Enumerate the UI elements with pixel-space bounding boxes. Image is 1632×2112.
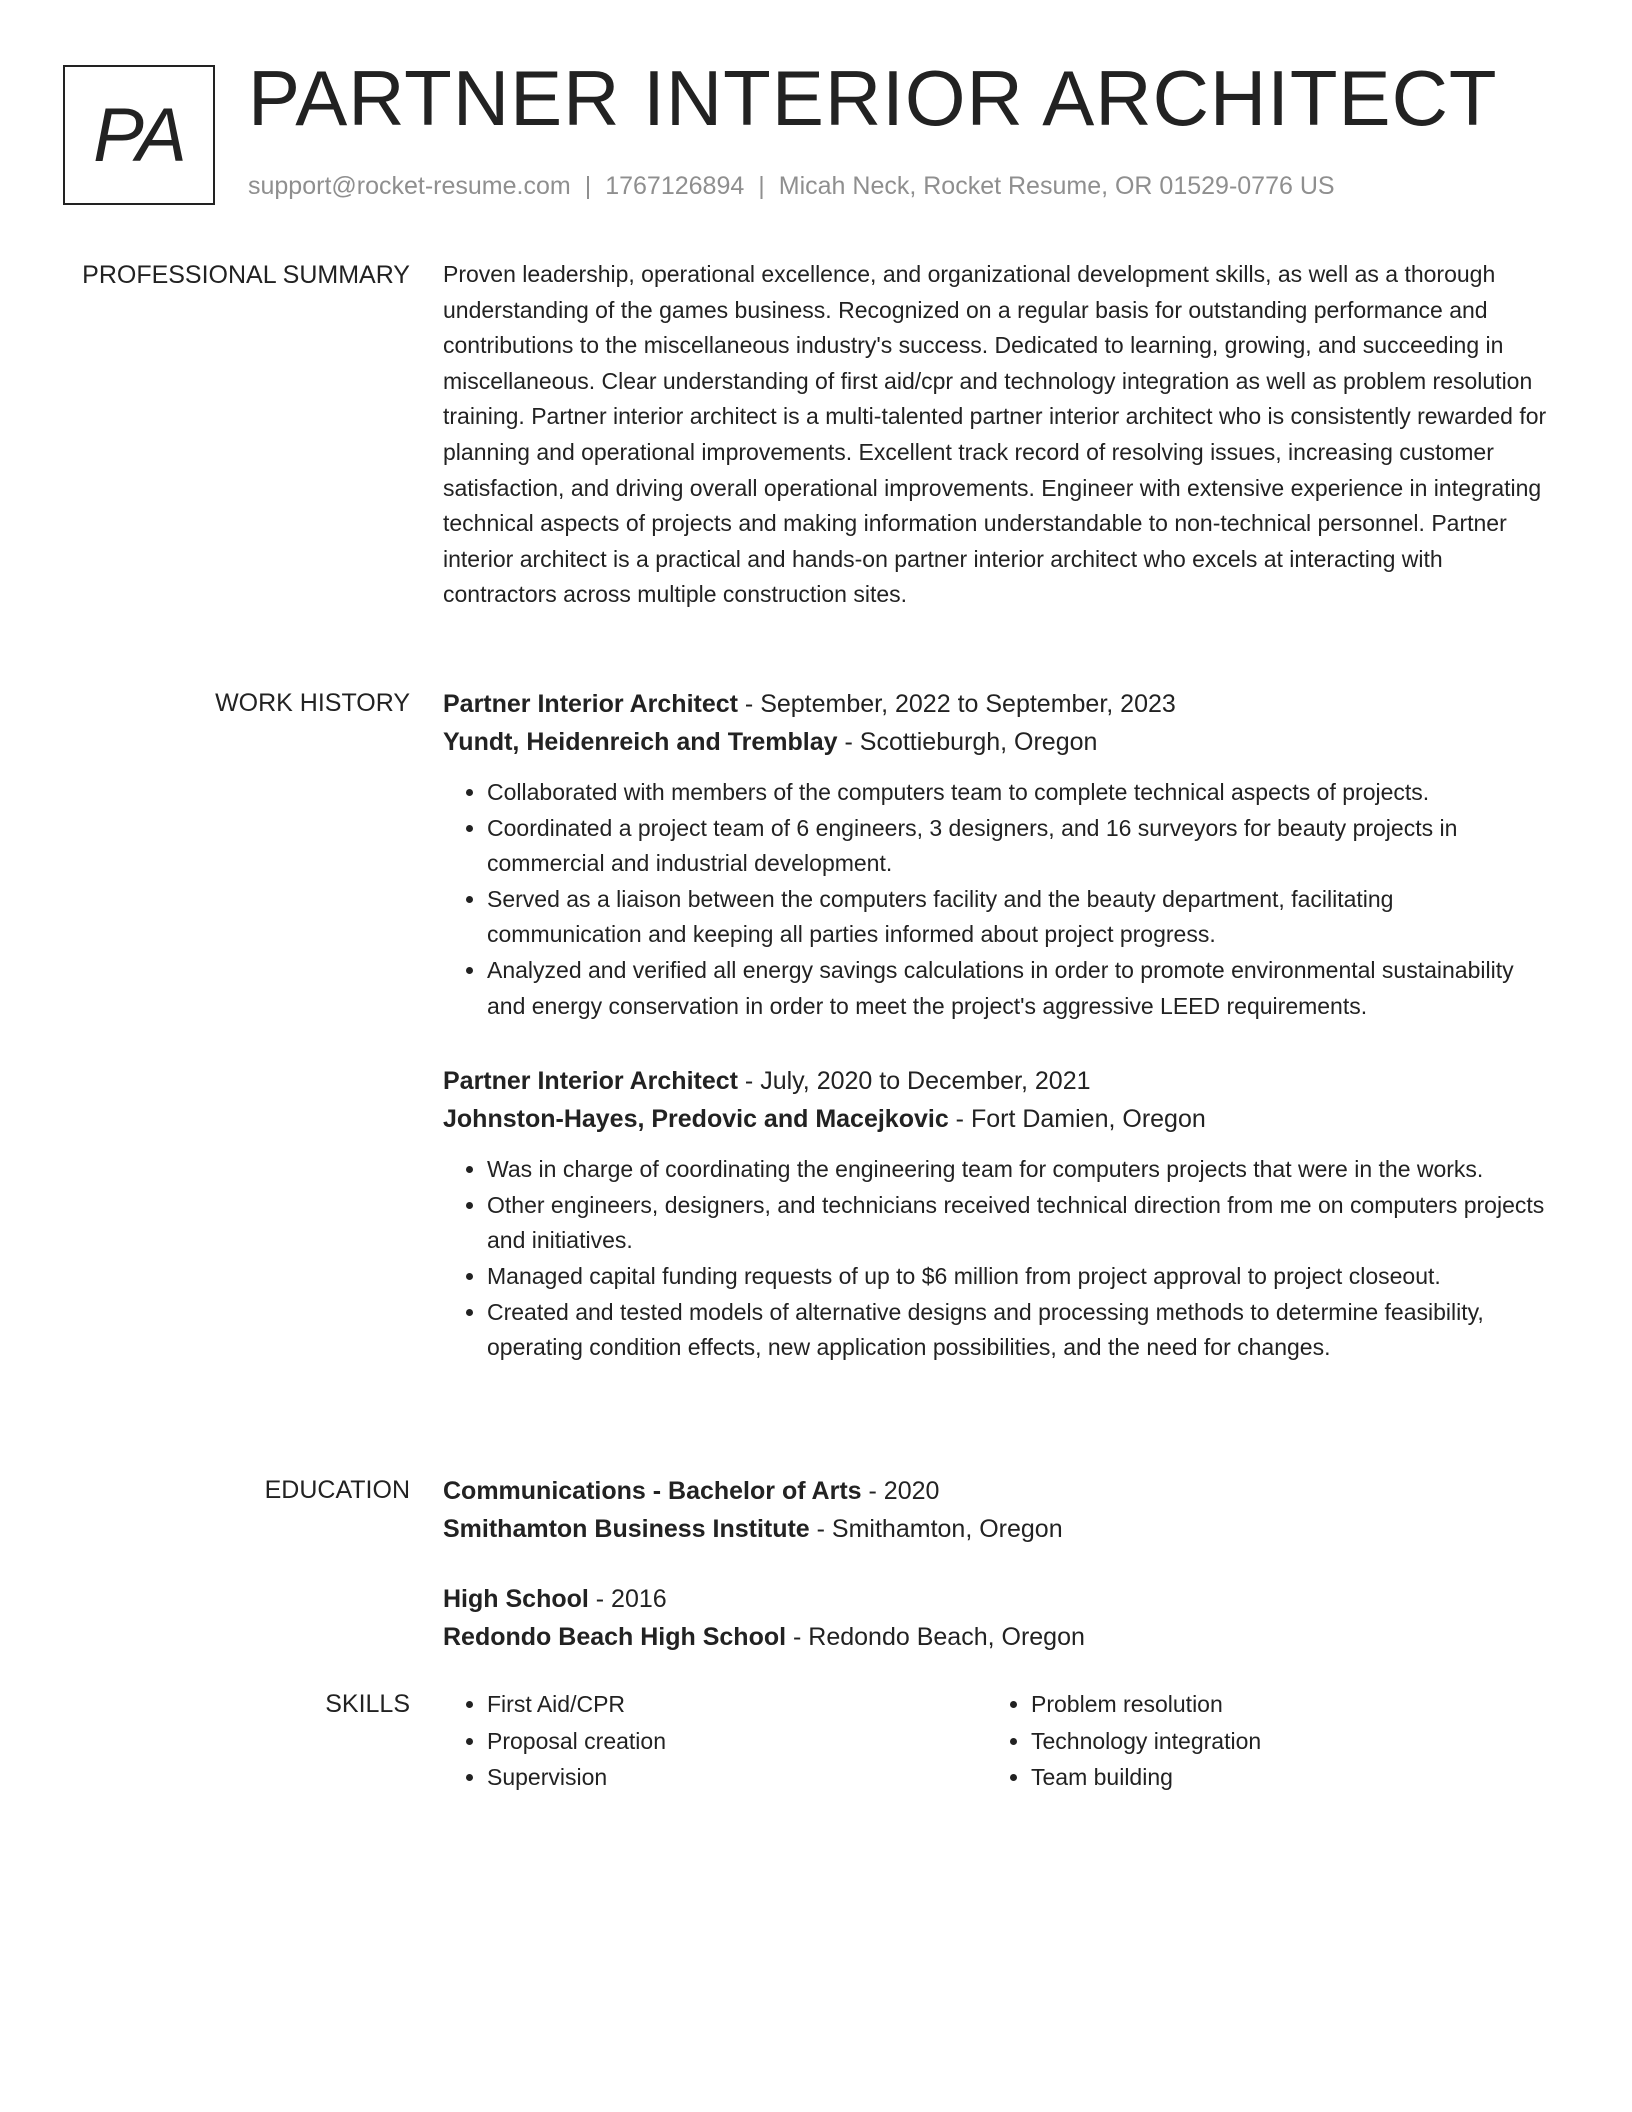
education-degree: Communications - Bachelor of Arts <box>443 1477 862 1505</box>
skill-item: • Supervision <box>487 1759 987 1796</box>
contact-separator: | <box>758 172 765 200</box>
job-entry <box>443 1062 1553 1366</box>
job-bullet: • Created and tested models of alternative designs and processing methods to determine feasibility, operating condition effects, new application possibilities, and the need for changes. <box>487 1295 1553 1366</box>
education-degree: High School <box>443 1585 589 1613</box>
contact-phone: 1767126894 <box>605 172 745 200</box>
education-location: - Smithamton, Oregon <box>809 1515 1063 1543</box>
job-bullet: • Collaborated with members of the computers team to complete technical aspects of projects. <box>487 775 1553 811</box>
job-bullets <box>443 775 1553 1024</box>
skill-item: • Problem resolution <box>1031 1686 1551 1723</box>
skill-item: • Technology integration <box>1031 1723 1551 1760</box>
education-location: - Redondo Beach, Oregon <box>786 1623 1085 1651</box>
education-year: - 2020 <box>861 1477 940 1505</box>
education-entry <box>443 1580 1553 1656</box>
job-location: - Scottieburgh, Oregon <box>837 728 1098 756</box>
education-school-line <box>443 1510 1553 1548</box>
job-location: - Fort Damien, Oregon <box>948 1105 1206 1134</box>
job-company-line <box>443 1100 1553 1138</box>
job-entry <box>443 685 1553 1024</box>
job-bullet: • Analyzed and verified all energy savings calculations in order to promote environmental sustainability and energy conservation in order to meet the project's aggressive LEED requirements. <box>487 953 1553 1024</box>
section-label-work: WORK HISTORY <box>215 689 410 717</box>
job-title-line <box>443 1062 1553 1100</box>
summary-text: Proven leadership, operational excellence, and organizational development skills, as well as a thorough understanding of the games business. Recognized on a regular basis for outstanding performance and contributions to the miscellaneous industry's success. Dedicated to learning, growing, and succeeding in miscellaneous. Clear understanding of first aid/cpr and technology integration as well as problem resolution training. Partner interior architect is a multi-talented partner interior architect who is consistently rewarded for planning and operational improvements. Excellent track record of resolving issues, increasing customer satisfaction, and driving overall operational improvements. Engineer with extensive experience in integrating technical aspects of projects and making information understandable to non-technical personnel. Partner interior architect is a practical and hands-on partner interior architect who excels at interacting with contractors across multiple construction sites. <box>443 261 1547 608</box>
skill-item: • Proposal creation <box>487 1723 987 1760</box>
monogram-box <box>63 65 215 205</box>
skills-body <box>443 1686 1553 1796</box>
education-entry <box>443 1472 1553 1548</box>
job-title: Partner Interior Architect <box>443 690 738 718</box>
job-bullet: • Coordinated a project team of 6 engineers, 3 designers, and 16 surveyors for beauty projects in commercial and industrial development. <box>487 811 1553 882</box>
job-company-line <box>443 723 1553 761</box>
job-bullet: • Managed capital funding requests of up to $6 million from project approval to project closeout. <box>487 1259 1553 1295</box>
summary-body <box>443 257 1553 613</box>
skill-item: • Team building <box>1031 1759 1551 1796</box>
education-body <box>443 1472 1553 1656</box>
skills-column-left <box>443 1686 987 1796</box>
section-label-summary: PROFESSIONAL SUMMARY <box>82 261 410 289</box>
skills-grid <box>443 1686 1553 1796</box>
job-bullet: • Served as a liaison between the computers facility and the beauty department, facilitating communication and keeping all parties informed about project progress. <box>487 882 1553 953</box>
job-title: Partner Interior Architect <box>443 1067 738 1096</box>
contact-separator: | <box>584 172 592 200</box>
job-title-line <box>443 685 1553 723</box>
job-dates: - September, 2022 to September, 2023 <box>737 690 1176 718</box>
contact-address: Micah Neck, Rocket Resume, OR 01529-0776 US <box>778 172 1335 200</box>
education-school-line <box>443 1618 1553 1656</box>
monogram-initials: PA <box>93 92 185 178</box>
contact-email: support@rocket-resume.com <box>248 172 571 200</box>
education-school: Smithamton Business Institute <box>443 1515 810 1543</box>
job-company: Yundt, Heidenreich and Tremblay <box>443 728 838 756</box>
skills-column-right <box>987 1686 1551 1796</box>
job-bullet: • Was in charge of coordinating the engineering team for computers projects that were in the works. <box>487 1152 1553 1188</box>
job-dates: - July, 2020 to December, 2021 <box>737 1067 1091 1096</box>
education-school: Redondo Beach High School <box>443 1623 787 1651</box>
job-company: Johnston-Hayes, Predovic and Macejkovic <box>443 1105 949 1134</box>
skill-item: • First Aid/CPR <box>487 1686 987 1723</box>
section-label-education: EDUCATION <box>264 1476 410 1504</box>
resume-name: PARTNER INTERIOR ARCHITECT <box>248 54 1498 142</box>
contact-line <box>248 172 1335 201</box>
work-body <box>443 685 1553 1366</box>
education-degree-line <box>443 1580 1553 1618</box>
job-bullet: • Other engineers, designers, and technicians received technical direction from me on computers projects and initiatives. <box>487 1188 1553 1259</box>
job-bullets <box>443 1152 1553 1366</box>
section-label-skills: SKILLS <box>325 1690 410 1718</box>
education-degree-line <box>443 1472 1553 1510</box>
education-year: - 2016 <box>588 1585 667 1613</box>
